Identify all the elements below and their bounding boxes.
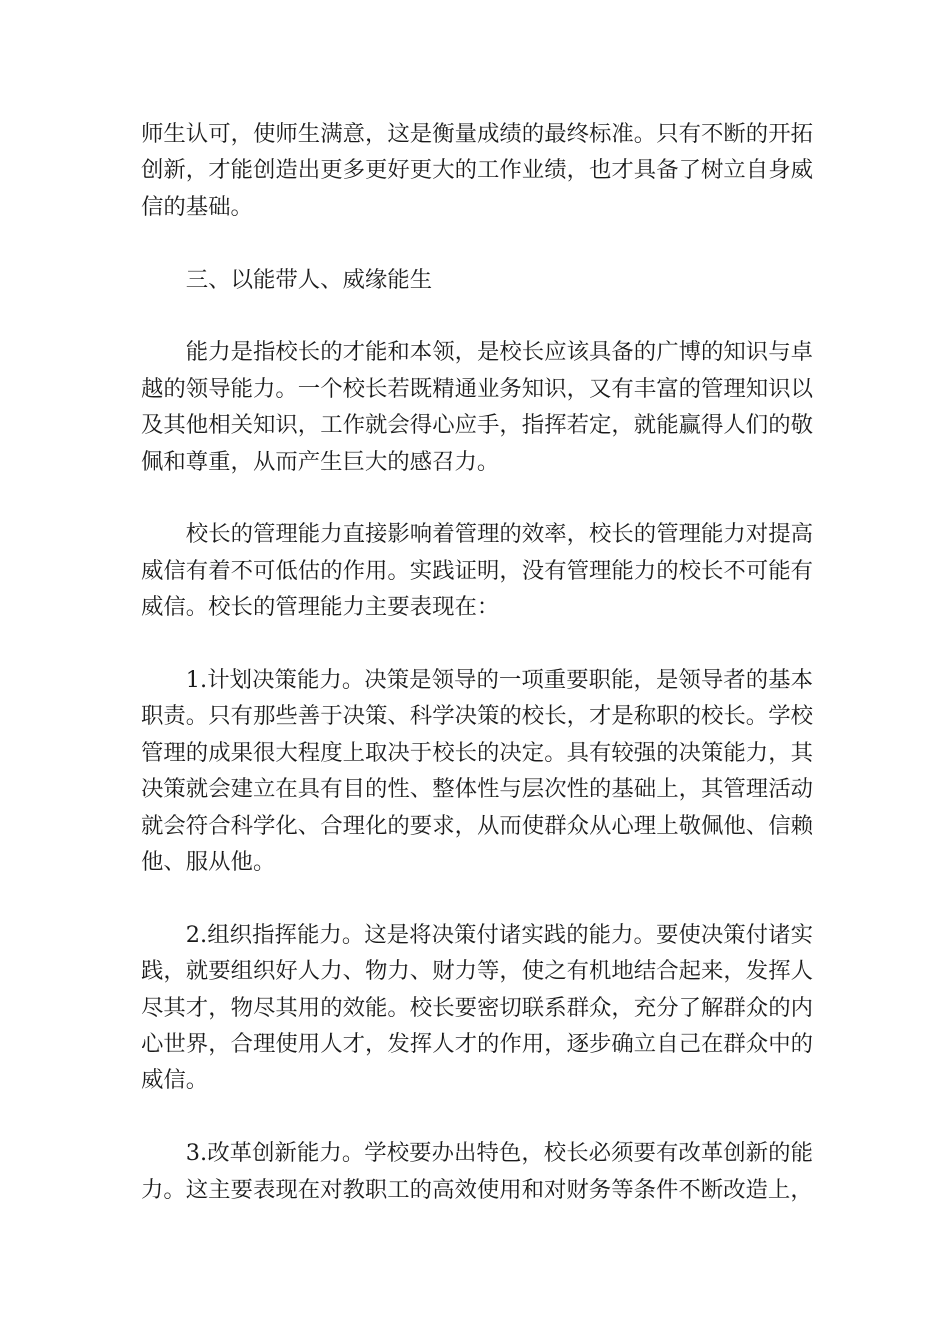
document-body: [141, 116, 813, 1208]
paragraph-management-ability: 校长的管理能力直接影响着管理的效率，校长的管理能力对提高威信有着不可低估的作用。实践证明，没有管理能力的校长不可能有威信。校长的管理能力主要表现在：: [141, 521, 813, 621]
list-item-organizing-commanding: 2.组织指挥能力。这是将决策付诸实践的能力。要使决策付诸实践，就要组织好人力、物力、财力等，使之有机地结合起来，发挥人尽其才，物尽其用的效能。校长要密切联系群众，充分了解群众的内心世界，合理使用人才，发挥人才的作用，逐步确立自己在群众中的威信。: [141, 921, 813, 1094]
list-item-planning-decision: 1.计划决策能力。决策是领导的一项重要职能，是领导者的基本职责。只有那些善于决策、科学决策的校长，才是称职的校长。学校管理的成果很大程度上取决于校长的决定。具有较强的决策能力，其决策就会建立在具有目的性、整体性与层次性的基础上，其管理活动就会符合科学化、合理化的要求，从而使群众从心理上敬佩他、信赖他、服从他。: [141, 667, 813, 876]
section-heading: 三、以能带人、威缘能生: [185, 266, 433, 293]
paragraph-ability-definition: 能力是指校长的才能和本领，是校长应该具备的广博的知识与卓越的领导能力。一个校长若既精通业务知识，又有丰富的管理知识以及其他相关知识，工作就会得心应手，指挥若定，就能赢得人们的敬佩和尊重，从而产生巨大的感召力。: [141, 339, 813, 475]
list-item-reform-innovation: 3.改革创新能力。学校要办出特色，校长必须要有改革创新的能力。这主要表现在对教职工的高效使用和对财务等条件不断改造上，: [141, 1140, 813, 1203]
paragraph-continuation: 师生认可，使师生满意，这是衡量成绩的最终标准。只有不断的开拓创新，才能创造出更多更好更大的工作业绩，也才具备了树立自身威信的基础。: [141, 121, 813, 220]
